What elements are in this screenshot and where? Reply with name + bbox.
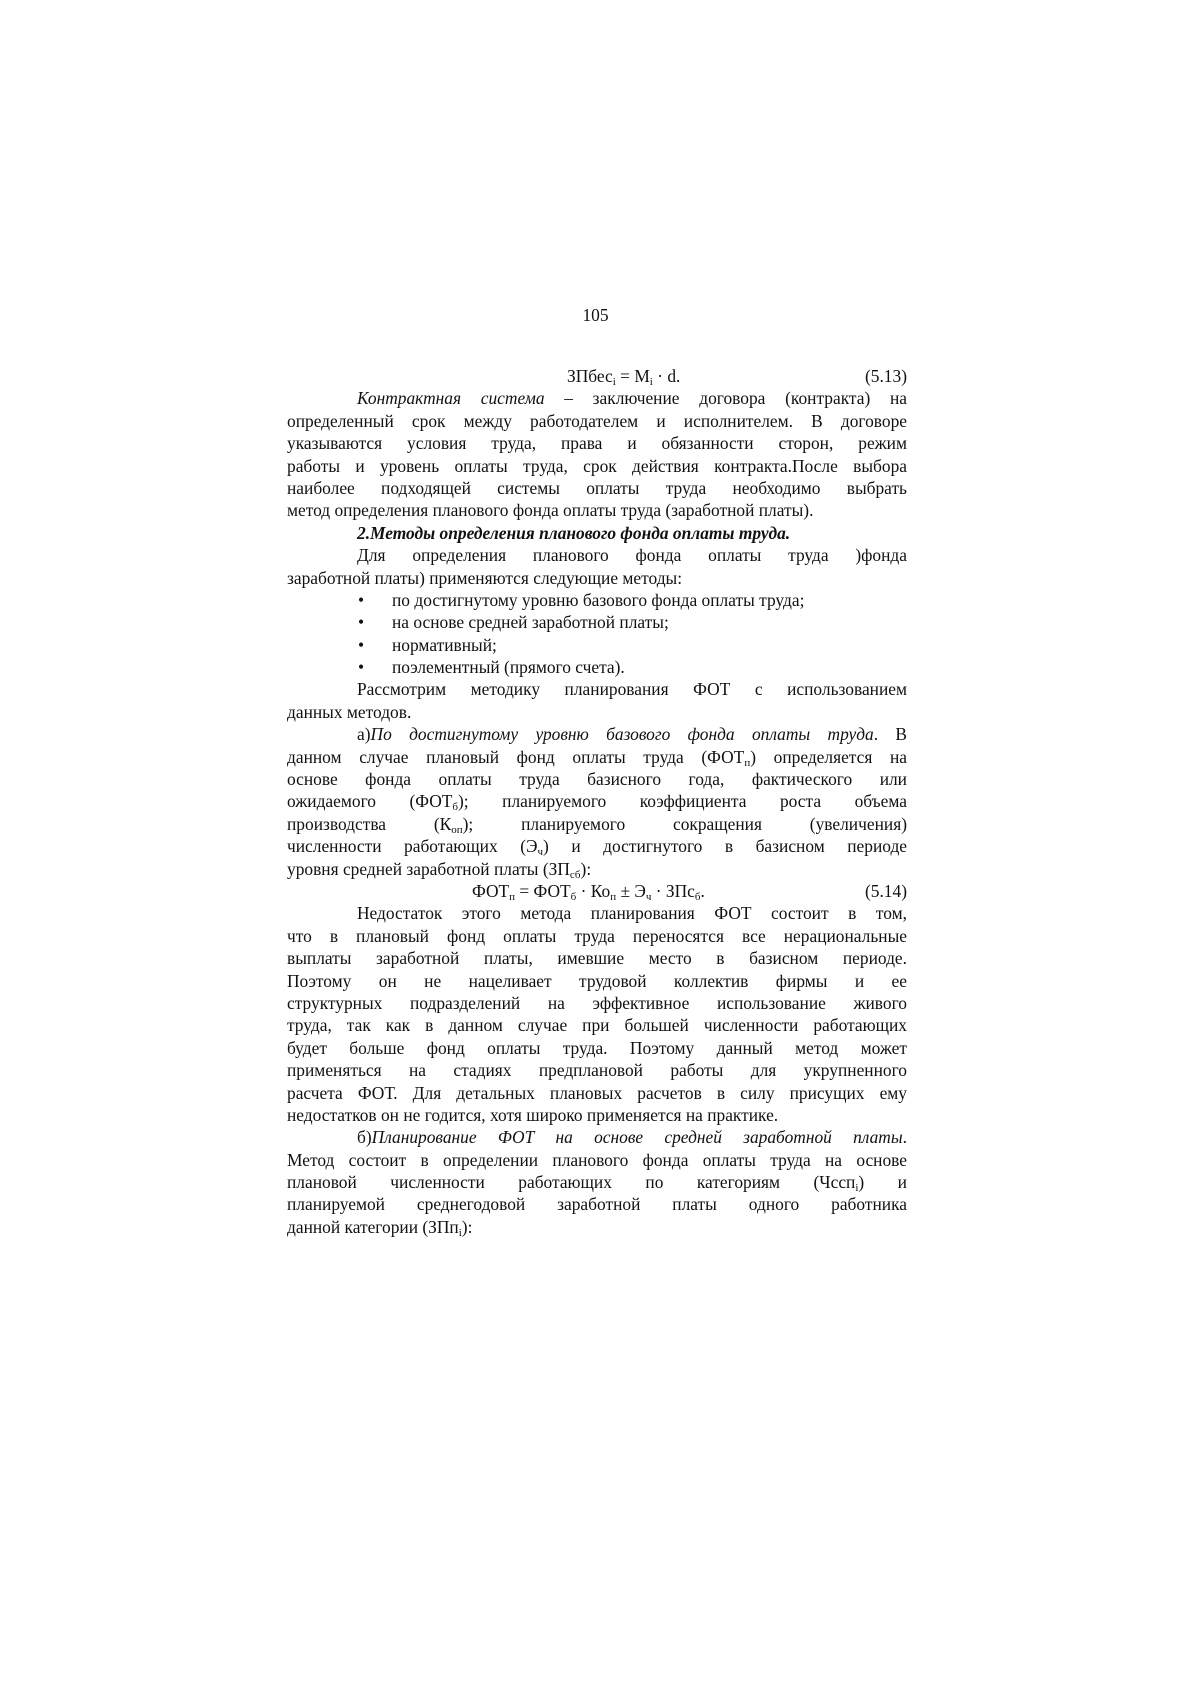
paragraph-line: данном случае плановый фонд оплаты труда $(ФОТ_п)$ определяется на <box>287 746 907 769</box>
bullet-icon: • <box>358 589 365 610</box>
paragraph-line: Метод состоит в определении планового фонда оплаты труда на основе <box>287 1149 907 1170</box>
equation-body: ЗПбес$_i$ = $M_i \cdot d$. <box>567 366 681 388</box>
paragraph-line: будет больше фонд оплаты труда. Поэтому данный метод может <box>287 1037 907 1058</box>
list-item: • по достигнутому уровню базового фонда оплаты труда; <box>358 589 805 610</box>
equation-body: $ФОТ_п = ФОТ_б \cdot Ко_п \pm Э_ч \cdot ЗПс_б$. <box>472 880 705 903</box>
paragraph-line: Недостаток этого метода планирования ФОТ состоит в том, <box>357 903 907 924</box>
paragraph-line: применяться на стадиях предплановой работы для укрупненного <box>287 1060 907 1081</box>
paragraph-line: производства $(К_{оп})$; планируемого сокращения (увеличения) <box>287 813 907 836</box>
paragraph-line: численности работающих $(Э_ч)$ и достигнутого в базисном периоде <box>287 836 908 859</box>
paragraph-line: недостатков он не годится, хотя широко применяется на практике. <box>287 1104 779 1125</box>
equation-number: (5.14) <box>864 880 907 901</box>
paragraph-line: а)По достигнутому уровню базового фонда оплаты труда. В <box>357 724 907 745</box>
paragraph-line: данной категории (ЗПп$_i$): <box>287 1216 473 1239</box>
paragraph-line: данных методов. <box>287 701 412 722</box>
paragraph-line: б)Планирование ФОТ на основе средней заработной платы. <box>357 1127 907 1148</box>
list-item: • поэлементный (прямого счета). <box>358 657 625 678</box>
list-item: • на основе средней заработной платы; <box>358 612 669 633</box>
paragraph-line: труда, так как в данном случае при большей численности работающих <box>287 1015 907 1036</box>
paragraph-line: заработной платы) применяются следующие методы: <box>287 567 683 588</box>
body-text <box>287 365 907 1238</box>
paragraph-line: планируемой среднегодовой заработной платы одного работника <box>287 1194 907 1215</box>
paragraph-line: расчета ФОТ. Для детальных плановых расчетов в силу присущих ему <box>287 1082 907 1103</box>
paragraph-line: ожидаемого $(ФОТ_б)$; планируемого коэффициента роста объема <box>287 791 907 814</box>
section-heading: 2.Методы определения планового фонда оплаты труда. <box>357 522 791 543</box>
paragraph-line: Поэтому он не нацеливает трудовой коллектив фирмы и ее <box>287 970 907 991</box>
equation-number: (5.13) <box>864 366 907 386</box>
list-item: • нормативный; <box>358 634 497 655</box>
paragraph-line: структурных подразделений на эффективное использование живого <box>287 992 907 1013</box>
equation-5-13 <box>287 365 907 387</box>
bullet-icon: • <box>358 634 365 655</box>
paragraph-line: наиболее подходящей системы оплаты труда необходимо выбрать <box>287 477 907 498</box>
paragraph-line: указываются условия труда, права и обязанности сторон, режим <box>287 433 907 454</box>
paragraph-line: выплаты заработной платы, имевшие место в базисном периоде. <box>287 948 907 969</box>
bullet-icon: • <box>358 657 365 678</box>
paragraph-line: Для определения планового фонда оплаты труда )фонда <box>357 545 907 566</box>
equation-5-14 <box>287 880 907 902</box>
page-number: 105 <box>582 305 609 325</box>
paragraph-line: метод определения планового фонда оплаты труда (заработной платы). <box>287 500 814 521</box>
paragraph-line: Рассмотрим методику планирования ФОТ с использованием <box>357 679 907 700</box>
paragraph-line: определенный срок между работодателем и исполнителем. В договоре <box>287 410 907 431</box>
paragraph-line: уровня средней заработной платы $(ЗП_{сб})$: <box>287 858 592 881</box>
paragraph-line: Контрактная система – заключение договора (контракта) на <box>357 388 907 409</box>
paragraph-line: плановой численности работающих по категориям (Чссп$_i$) и <box>287 1172 907 1195</box>
paragraph-line: что в плановый фонд оплаты труда переносятся все нерациональные <box>287 925 907 946</box>
paragraph-line: основе фонда оплаты труда базисного года, фактического или <box>287 769 907 790</box>
bullet-icon: • <box>358 612 365 633</box>
paragraph-line: работы и уровень оплаты труда, срок действия контракта.После выбора <box>287 455 907 476</box>
